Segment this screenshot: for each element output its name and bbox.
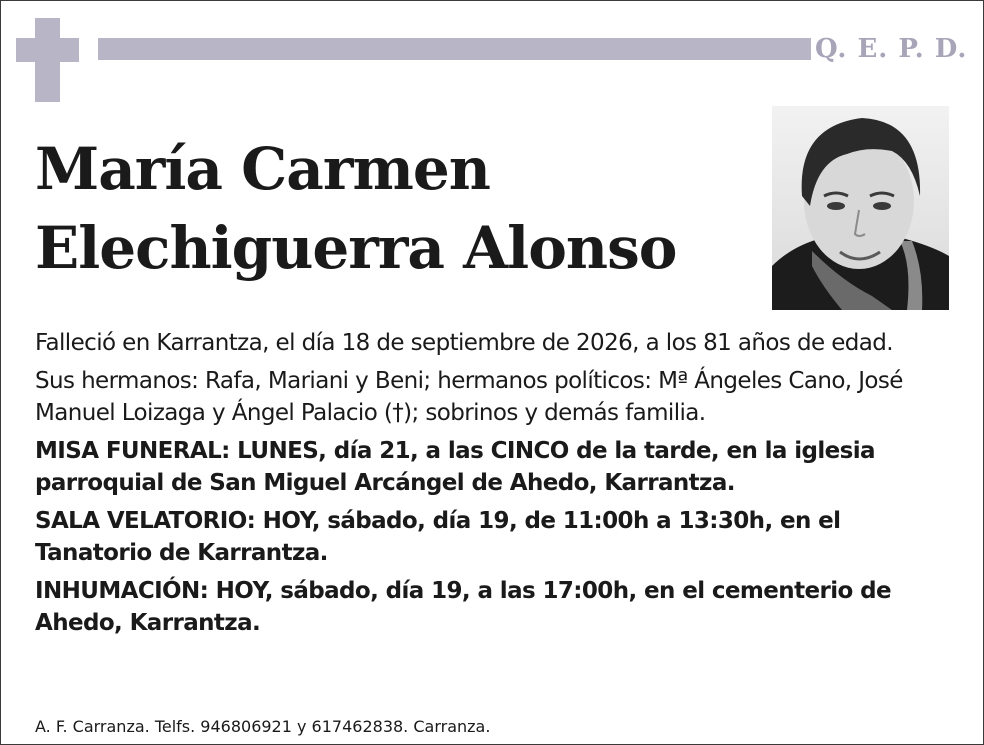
deceased-name-line2: Elechiguerra Alonso [35, 214, 677, 282]
family-list: Sus hermanos: Rafa, Mariani y Beni; hermanos políticos: Mª Ángeles Cano, José Manuel Loizaga y Ángel Palacio (†); sobrinos y demás familia. [35, 368, 903, 426]
burial-info: INHUMACIÓN: HOY, sábado, día 19, a las 17:00h, en el cementerio de Ahedo, Karrantza. [35, 578, 891, 636]
deceased-name-line1: María Carmen [35, 135, 490, 203]
deceased-name [35, 130, 755, 288]
death-announcement: Falleció en Karrantza, el día 18 de septiembre de 2026, a los 81 años de edad. [35, 330, 893, 356]
funeral-mass-info: MISA FUNERAL: LUNES, día 21, a las CINCO de la tarde, en la iglesia parroquial de San Miguel Arcángel de Ahedo, Karrantza. [35, 438, 875, 496]
qepd-label: Q. E. P. D. [815, 34, 968, 64]
cross-horizontal-bar [16, 38, 79, 62]
portrait-photo [772, 106, 949, 310]
funeral-home-contact: A. F. Carranza. Telfs. 946806921 y 617462838. Carranza. [35, 717, 491, 736]
wake-room-info: SALA VELATORIO: HOY, sábado, día 19, de 11:00h a 13:30h, en el Tanatorio de Karrantza. [35, 508, 841, 566]
portrait-image [772, 106, 949, 310]
obituary-body [35, 327, 950, 645]
header-rule [98, 38, 811, 60]
